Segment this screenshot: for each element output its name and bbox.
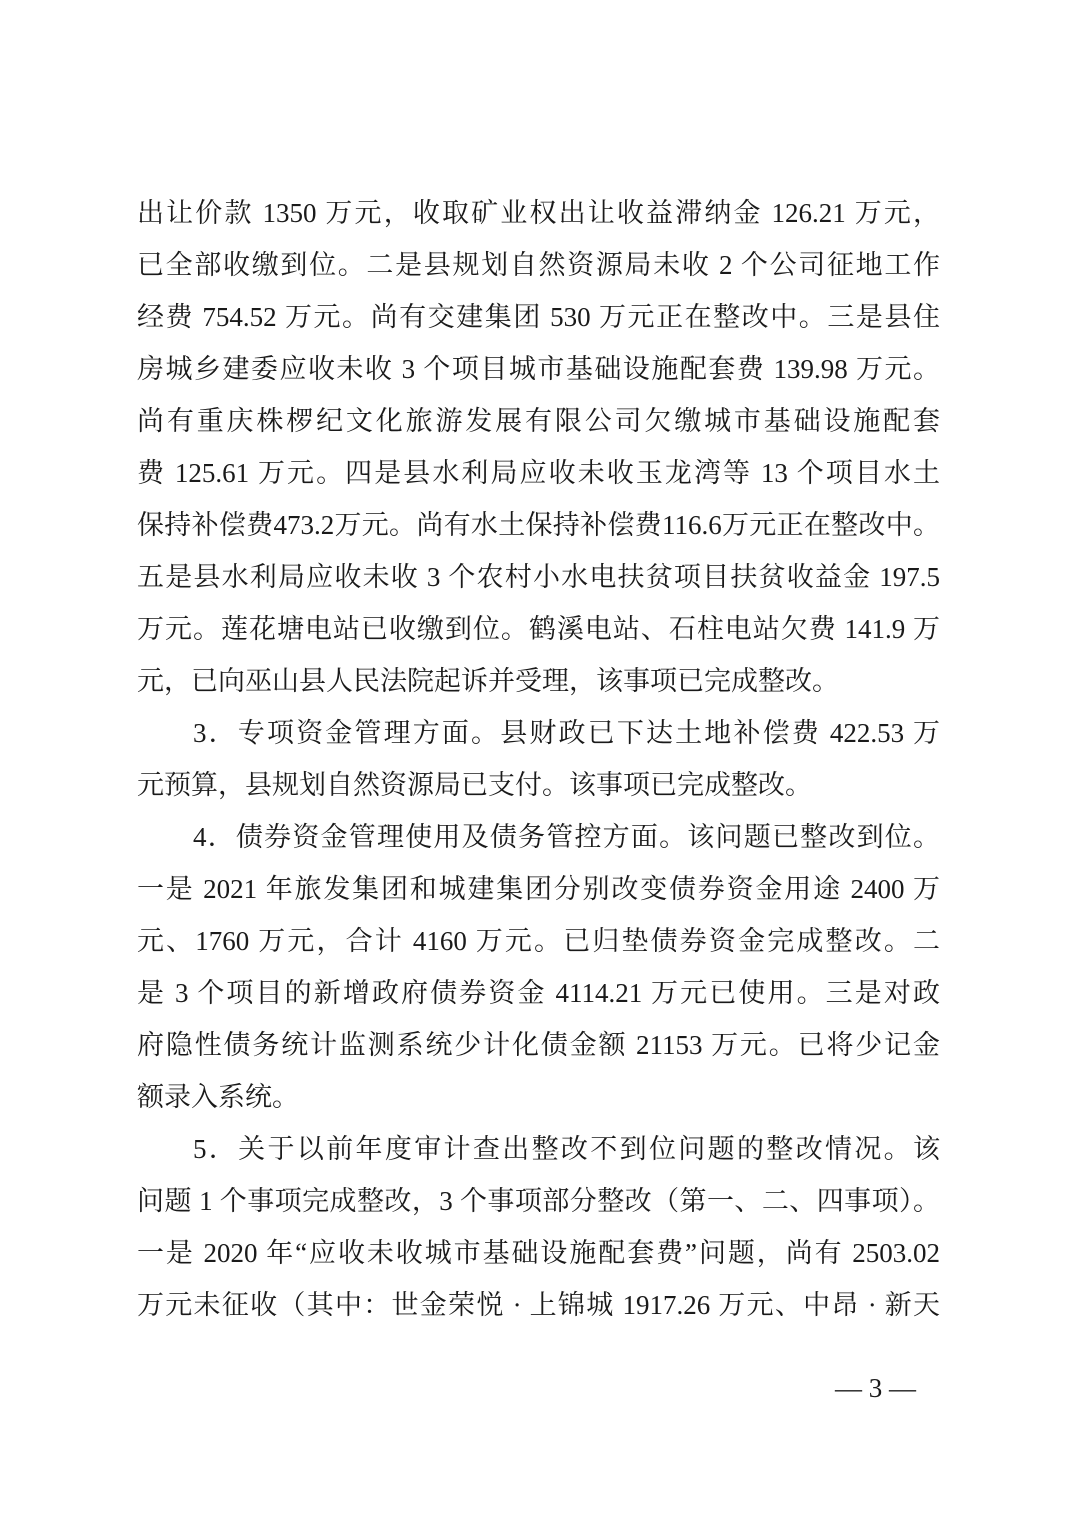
text-line: 问题 1 个事项完成整改，3 个事项部分整改（第一、二、四事项）。 — [137, 1186, 940, 1216]
text-line: 五是县水利局应收未收 3 个农村小水电扶贫项目扶贫收益金 197.5 — [137, 562, 940, 592]
text-line: 府隐性债务统计监测系统少计化债金额 21153 万元。已将少记金 — [137, 1030, 940, 1060]
text-line: 费 125.61 万元。四是县水利局应收未收玉龙湾等 13 个项目水土 — [137, 458, 940, 488]
document-body — [137, 187, 940, 1331]
text-line: 万元。莲花塘电站已收缴到位。鹤溪电站、石柱电站欠费 141.9 万 — [137, 614, 940, 644]
text-line: 已全部收缴到位。二是县规划自然资源局未收 2 个公司征地工作 — [137, 250, 940, 280]
text-line: 元预算，县规划自然资源局已支付。该事项已完成整改。 — [137, 770, 812, 800]
paragraph-continued — [137, 187, 940, 707]
text-line: 元、1760 万元，合计 4160 万元。已归垫债券资金完成整改。二 — [137, 926, 940, 956]
text-line: 经费 754.52 万元。尚有交建集团 530 万元正在整改中。三是县住 — [137, 302, 940, 332]
text-line: 3．专项资金管理方面。县财政已下达土地补偿费 422.53 万 — [193, 718, 940, 748]
text-line: 万元未征收（其中：世金荣悦 · 上锦城 1917.26 万元、中昂 · 新天 — [137, 1290, 940, 1320]
text-line: 是 3 个项目的新增政府债券资金 4114.21 万元已使用。三是对政 — [137, 978, 940, 1008]
text-line: 额录入系统。 — [137, 1082, 299, 1112]
text-line: 保持补偿费473.2万元。尚有水土保持补偿费116.6万元正在整改中。 — [137, 510, 940, 540]
text-line: 4．债券资金管理使用及债务管控方面。该问题已整改到位。 — [193, 822, 940, 852]
text-line: 尚有重庆株椤纪文化旅游发展有限公司欠缴城市基础设施配套 — [137, 406, 940, 436]
text-line: 一是 2020 年“应收未收城市基础设施配套费”问题，尚有 2503.02 — [137, 1238, 940, 1268]
text-line: 一是 2021 年旅发集团和城建集团分别改变债券资金用途 2400 万 — [137, 874, 940, 904]
text-line: 房城乡建委应收未收 3 个项目城市基础设施配套费 139.98 万元。 — [137, 354, 940, 384]
paragraph-bond-funds — [137, 811, 940, 1123]
text-line: 5．关于以前年度审计查出整改不到位问题的整改情况。该 — [193, 1134, 940, 1164]
text-line: 出让价款 1350 万元，收取矿业权出让收益滞纳金 126.21 万元， — [137, 198, 940, 228]
text-line: 元，已向巫山县人民法院起诉并受理，该事项已完成整改。 — [137, 666, 839, 696]
paragraph-special-funds — [137, 707, 940, 811]
paragraph-prior-year-issues — [137, 1123, 940, 1331]
page-number: — 3 — — [835, 1373, 916, 1403]
